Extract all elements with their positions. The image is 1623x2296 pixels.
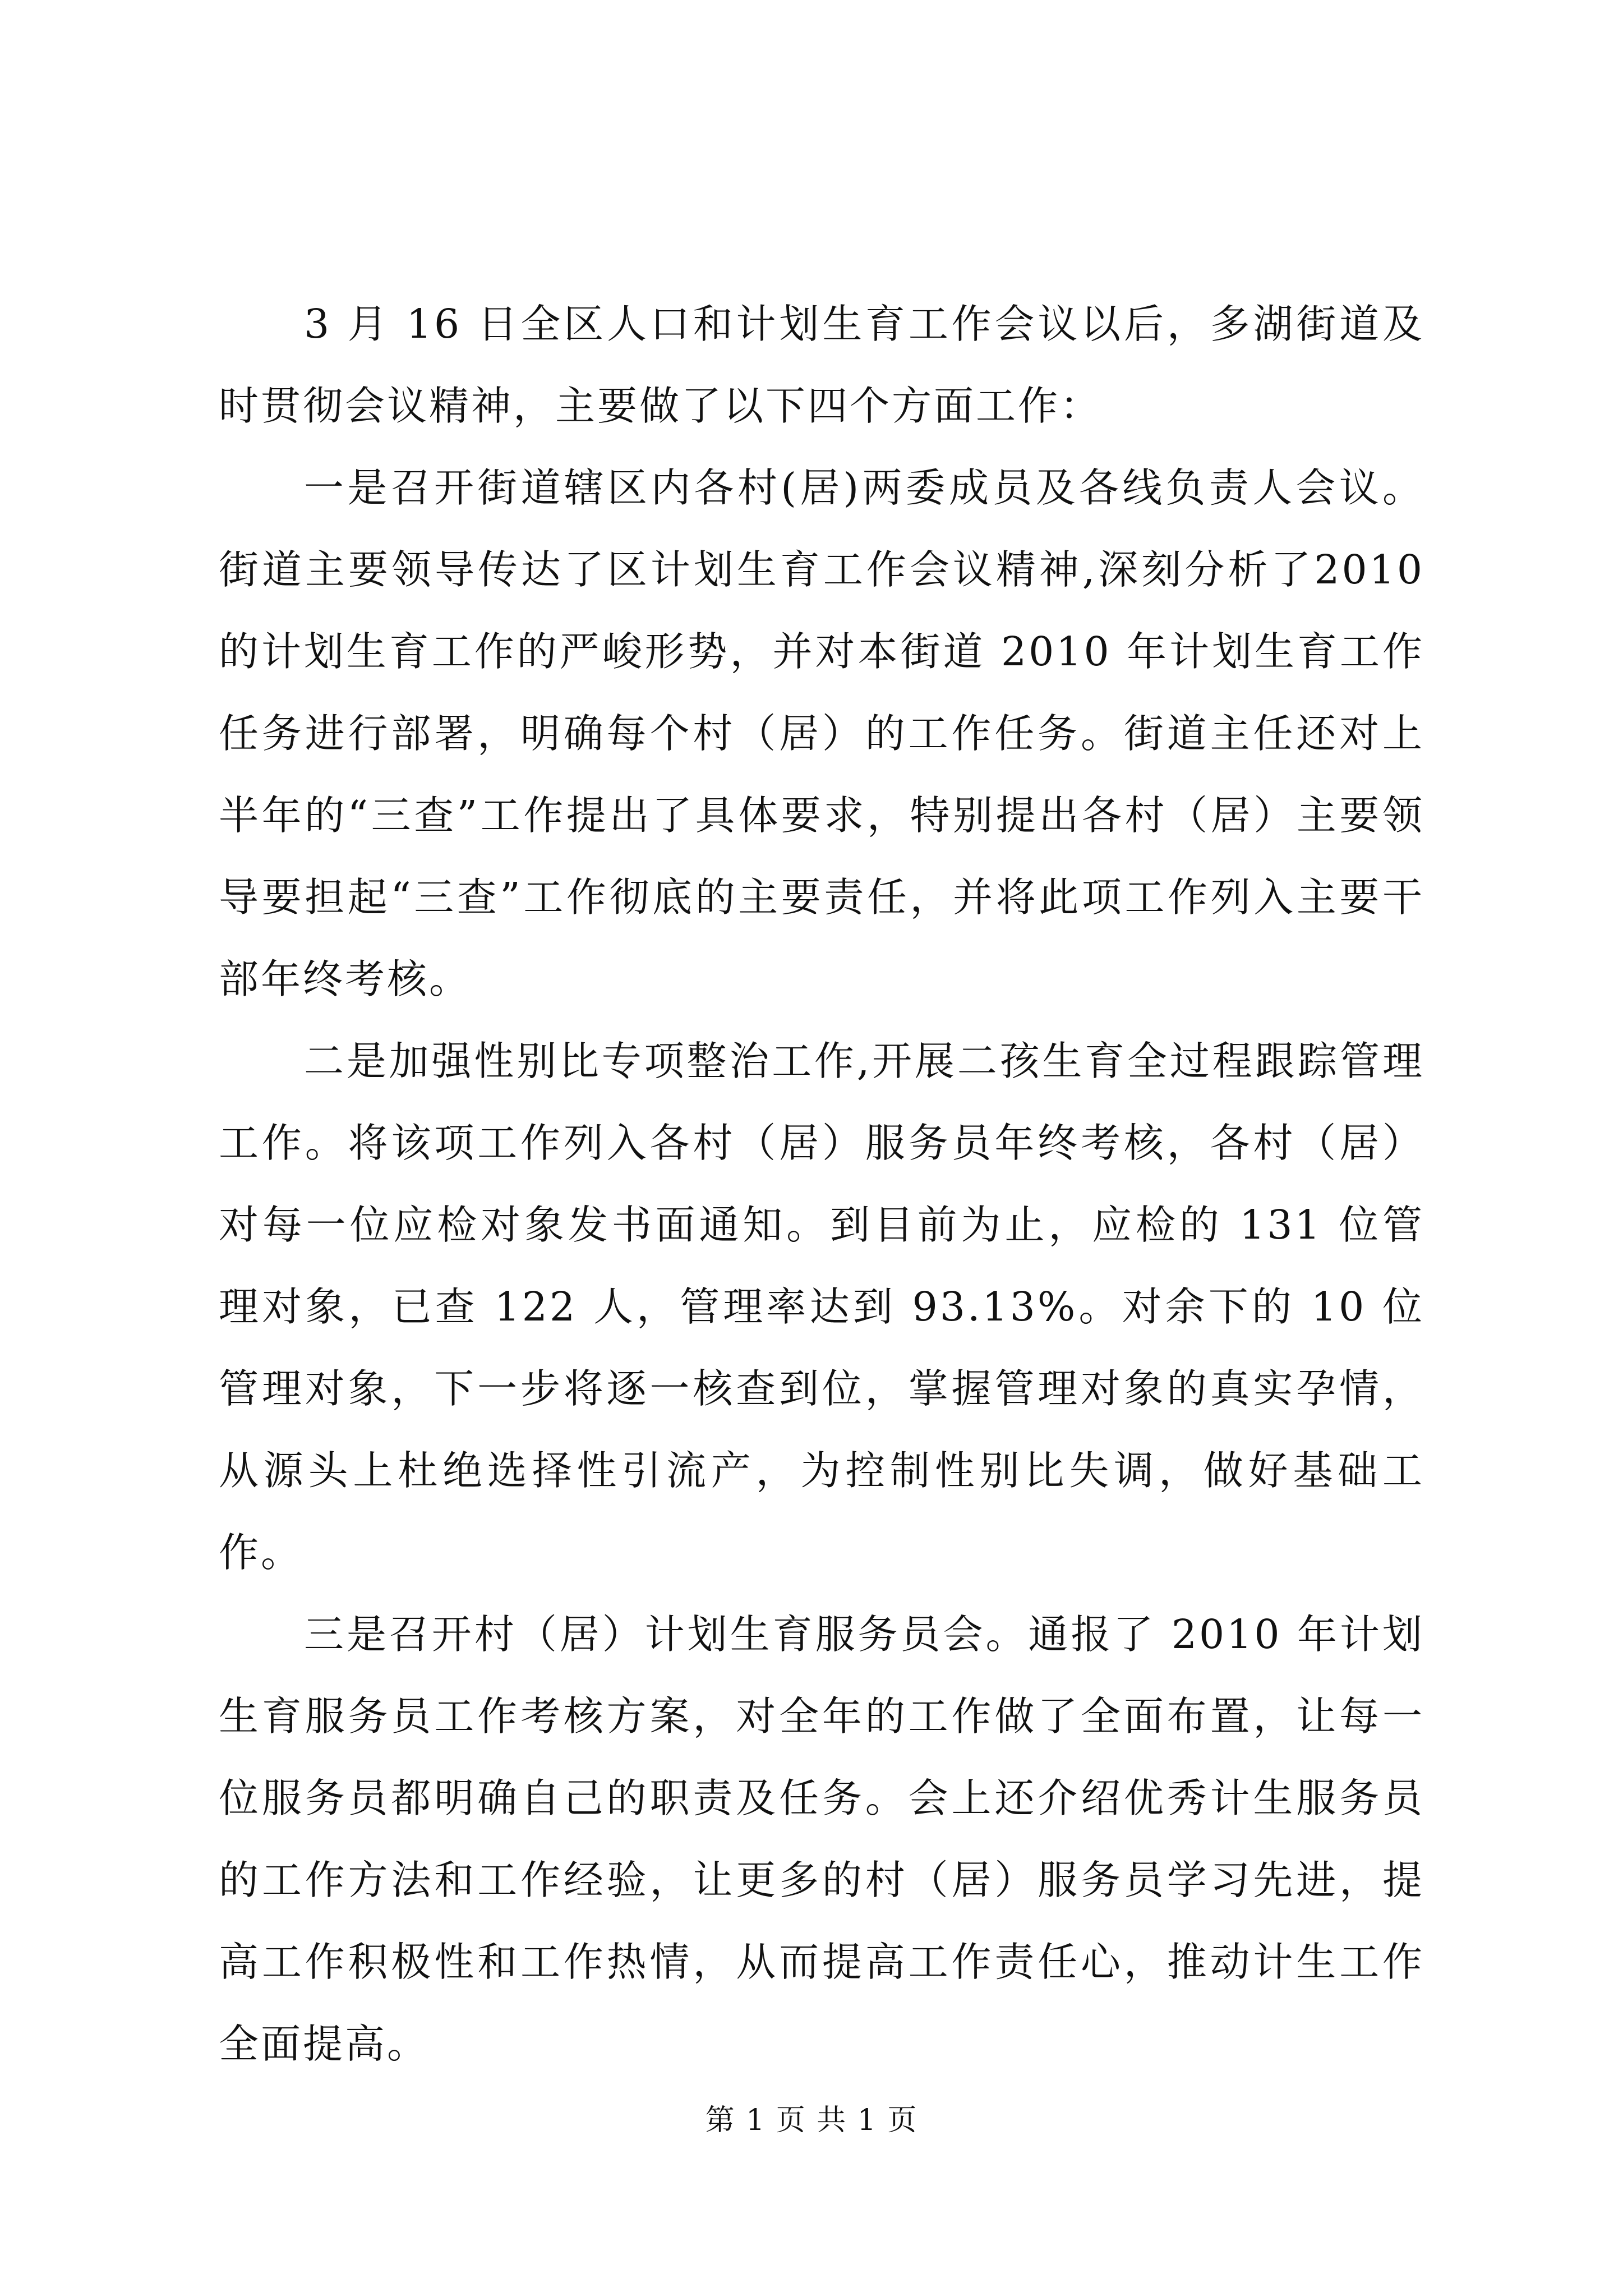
paragraph-item-2: 二是加强性别比专项整治工作,开展二孩生育全过程跟踪管理工作。将该项工作列入各村（居）服务员年终考核，各村（居）对每一位应检对象发书面通知。到目前为止，应检的 131 位管理对象，已查 122 人，管理率达到 93.13%。对余下的 10 位管理对象，下一步将逐一核查到位，掌握管理对象的真实孕情，从源头上杜绝选择性引流产，为控制性别比失调，做好基础工作。 xyxy=(219,1038,1424,1576)
paragraph-intro: 3 月 16 日全区人口和计划生育工作会议以后，多湖街道及时贯彻会议精神，主要做了以下四个方面工作： xyxy=(219,301,1424,429)
paragraph-item-1: 一是召开街道辖区内各村(居)两委成员及各线负责人会议。街道主要领导传达了区计划生育工作会议精神,深刻分析了2010的计划生育工作的严峻形势，并对本街道 2010 年计划生育工作任务进行部署，明确每个村（居）的工作任务。街道主任还对上半年的“三查”工作提出了具体要求，特别提出各村（居）主要领导要担起“三查”工作彻底的主要责任，并将此项工作列入主要干部年终考核。 xyxy=(219,464,1424,1002)
paragraph-item-3: 三是召开村（居）计划生育服务员会。通报了 2010 年计划生育服务员工作考核方案，对全年的工作做了全面布置，让每一位服务员都明确自己的职责及任务。会上还介绍优秀计生服务员的工作方法和工作经验，让更多的村（居）服务员学习先进，提高工作积极性和工作热情，从而提高工作责任心，推动计生工作全面提高。 xyxy=(219,1611,1424,2067)
document-body xyxy=(219,283,1424,2085)
page-number-footer: 第 1 页 共 1 页 xyxy=(705,2104,918,2137)
